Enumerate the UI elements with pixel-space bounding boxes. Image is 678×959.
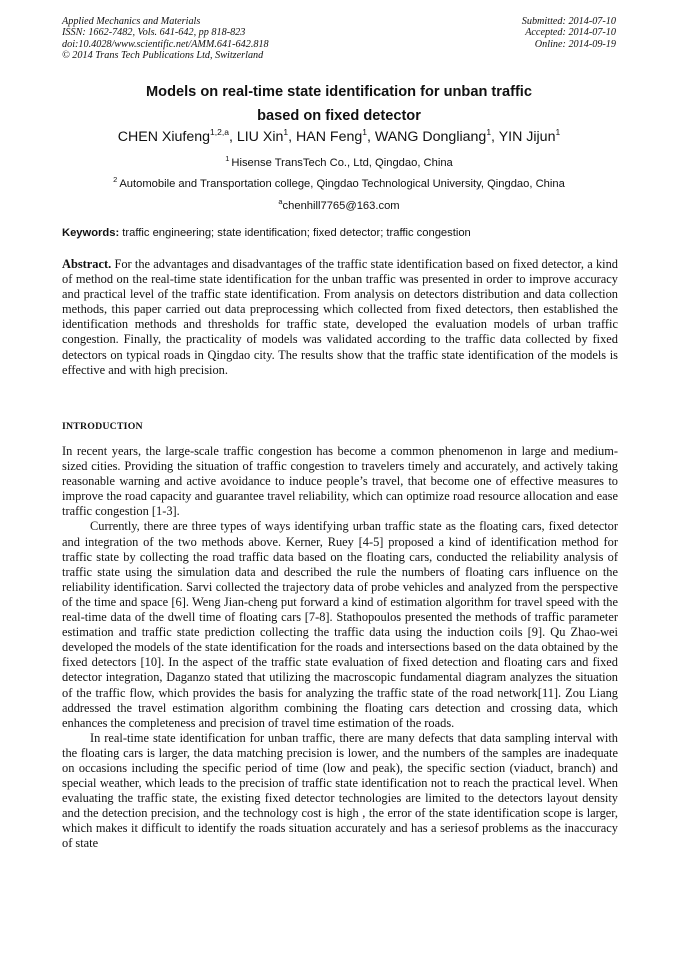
author-affiliation-mark: 1 [362, 127, 367, 137]
title-line-1: Models on real-time state identification for unban traffic [146, 84, 532, 100]
author-name: YIN Jijun [498, 129, 556, 145]
author-email [20, 197, 658, 212]
author-name: LIU Xin [236, 129, 284, 145]
doi-line: doi:10.4028/www.scientific.net/AMM.641-642.818 [62, 38, 269, 50]
author-affiliation-mark: 1 [486, 127, 492, 137]
submitted-date: Submitted: 2014-07-10 [521, 16, 616, 27]
keywords [62, 227, 618, 239]
author-list [20, 129, 658, 145]
abstract-text: For the advantages and disadvantages of the traffic state identification based on fixed detector, a kind of method on the real-time state identification for the unban traffic was presented in order to improve accuracy and practical level of the traffic state identification. From analysis on detectors distribution and data collection methods, this paper carried out data preprocessing which collected from fixed detectors, then established the identification methods and thresholds for traffic state, developed the evaluation models of urban traffic congestion. Finally, the practicality of models was validated according to the traffic data collected by fixed detectors on typical roads in Qingdao city. The results show that the traffic state identification of the models is effective and with high precision. [62, 257, 618, 377]
author-separator: , [491, 129, 499, 145]
affiliation-1 [20, 154, 658, 169]
author-separator: , [366, 129, 375, 145]
author-name: HAN Feng [296, 129, 363, 145]
issn-line: ISSN: 1662-7482, Vols. 641-642, pp 818-823 [62, 27, 246, 39]
intro-paragraph-1: In recent years, the large-scale traffic congestion has become a common phenomenon in large and medium-sized cities. Providing the situation of traffic congestion to travelers timely and accurately, and actively taking reasonable warning and active avoidance to induce people’s travel, that become one of effective measures to improve the road capacity and guarantee travel reliability, which can optimize road resource allocation and ease traffic congestion [1-3]. [62, 444, 618, 519]
email-text: chenhill7765@163.com [282, 200, 400, 212]
affiliation-mark: 1 [225, 154, 230, 163]
author-separator: , [288, 129, 296, 145]
online-date: Online: 2014-09-19 [534, 38, 616, 50]
affiliation-2 [20, 175, 658, 190]
abstract [62, 257, 618, 378]
abstract-paragraph [62, 257, 618, 378]
journal-name: Applied Mechanics and Materials [62, 16, 201, 27]
author-affiliation-mark: 1 [555, 127, 561, 137]
introduction-body [62, 444, 618, 852]
section-heading-introduction: INTRODUCTION [62, 421, 143, 432]
abstract-label: Abstract. [62, 257, 112, 271]
paper-title [40, 80, 638, 128]
affiliation-text: Automobile and Transportation college, Qingdao Technological University, Qingdao, China [119, 178, 565, 190]
accepted-date: Accepted: 2014-07-10 [525, 27, 616, 39]
title-line-2: based on fixed detector [257, 108, 421, 124]
journal-info [62, 16, 269, 62]
author-affiliation-mark: 1 [283, 127, 289, 137]
author-name: CHEN Xiufeng [117, 129, 211, 145]
author-affiliation-mark: 1,2,a [210, 127, 229, 137]
affiliation-mark: 2 [113, 175, 118, 184]
intro-paragraph-2: Currently, there are three types of ways identifying urban traffic state as the floating cars, fixed detector and integration of the two methods above. Kerner, Ruey [4-5] proposed a kind of identification method for traffic state by collecting the road traffic data based on the floating cars, conducted the reliability analysis of traffic state using the simulation data and described the rule the numbers of floating cars influence on the reliability identification. Sarvi collected the trajectory data of probe vehicles and analyzed from the perspective of the time and space [6]. Weng Jian-cheng put forward a kind of estimation algorithm for travel speed with the real-time data of the dwell time of floating cars [7-8]. Stathopoulos presented the methods of traffic parameter estimation and traffic state prediction collecting the traffic data using the induction coils [9]. Qu Zhao-wei developed the models of the state identification for the roads and intersections based on the data obtained by the fixed detectors [10]. In the aspect of the traffic state evaluation of fixed detection and floating cars and fixed detector integration, Daganzo stated that utilizing the macroscopic fundamental diagram analyzes the situation of the traffic flow, which provides the basis for analyzing the traffic state of the road network[11]. Zou Liang addressed the travel estimation algorithm combining the floating cars detection and crossing data, which enhances the completeness and precision of travel time estimation of the roads. [62, 519, 618, 730]
author-name: WANG Dongliang [374, 129, 487, 145]
publication-dates [522, 16, 616, 50]
copyright-line: © 2014 Trans Tech Publications Ltd, Switzerland [62, 50, 264, 62]
keywords-text: traffic engineering; state identification; fixed detector; traffic congestion [119, 227, 471, 239]
keywords-label: Keywords: [62, 227, 120, 239]
author-separator: , [228, 129, 237, 145]
affiliation-text: Hisense TransTech Co., Ltd, Qingdao, China [231, 157, 453, 169]
email-mark: a [278, 197, 283, 206]
intro-paragraph-3: In real-time state identification for unban traffic, there are many defects that data sampling interval with the floating cars is larger, the data matching precision is lower, and the numbers of the samples are inadequate on occasions including the specific period of time (low and peak), the specific section (viaduct, branch) and special weather, which leads to the precision of traffic state identification not to reach the practical level. When evaluating the traffic state, the existing fixed detector technologies are limited to the detectors layout density and the detection precision, and the technology cost is high , the error of the state identification scope is larger, which makes it difficult to identify the roads situation accurately and has a seriesof problems as the inaccuracy of state [62, 730, 618, 851]
